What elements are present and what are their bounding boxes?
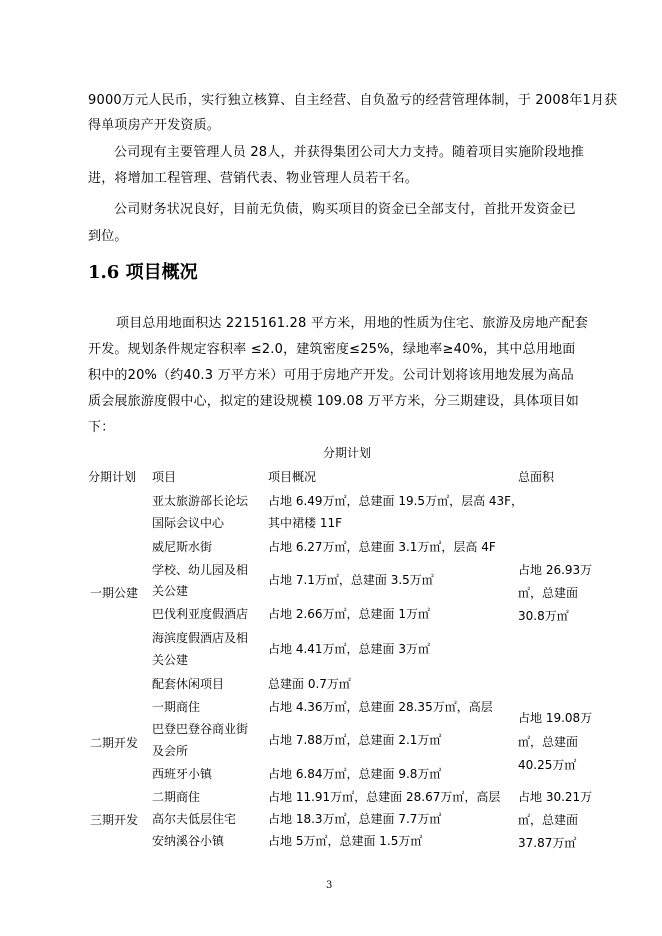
- table-header-cell: 分期计划: [88, 470, 137, 484]
- project-name: 巴伐利亚度假酒店: [152, 607, 249, 621]
- project-overview: 占地 5万㎡，总建面 1.5万㎡: [268, 834, 423, 848]
- paragraph-line: 进，将增加工程管理、营销代表、物业管理人员若干名。: [88, 171, 419, 186]
- project-overview: 占地 4.41万㎡，总建面 3万㎡: [268, 642, 430, 656]
- project-overview: 占地 6.27万㎡，总建面 3.1万㎡，层高 4F: [268, 540, 496, 554]
- paragraph-line: 到位。: [88, 229, 128, 244]
- total-area: 占地 30.21万: [518, 790, 593, 804]
- page-number: 3: [326, 880, 333, 891]
- project-overview: 总建面 0.7万㎡: [268, 677, 351, 691]
- project-name: 学校、幼儿园及相: [152, 563, 249, 577]
- table-header-cell: 项目概况: [268, 470, 317, 484]
- project-overview: 占地 6.49万㎡，总建面 19.5万㎡，层高 43F，: [268, 494, 524, 508]
- total-area: 占地 19.08万: [518, 711, 593, 725]
- project-overview: 占地 7.1万㎡，总建面 3.5万㎡: [268, 573, 434, 587]
- project-name: 安纳溪谷小镇: [152, 834, 225, 848]
- paragraph-line: 得单项房产开发资质。: [88, 118, 221, 133]
- paragraph-line: 积中的20%（约40.3 万平方米）可用于房地产开发。公司计划将该用地发展为高品: [88, 368, 574, 383]
- project-overview: 其中裙楼 11F: [268, 516, 342, 530]
- project-name: 配套休闲项目: [152, 677, 225, 691]
- project-name: 关公建: [152, 653, 189, 667]
- total-area: ㎡，总建面: [518, 813, 579, 827]
- total-area: ㎡，总建面: [518, 586, 579, 600]
- project-overview: 占地 18.3万㎡，总建面 7.7万㎡: [268, 812, 442, 826]
- phase-label: 三期开发: [90, 813, 139, 827]
- project-overview: 占地 11.91万㎡，总建面 28.67万㎡，高层: [268, 790, 501, 804]
- paragraph-line: 项目总用地面积达 2215161.28 平方米，用地的性质为住宅、旅游及房地产配套: [116, 316, 589, 331]
- phase-label: 一期公建: [90, 586, 139, 600]
- table-header-cell: 总面积: [518, 470, 555, 484]
- paragraph-line: 公司财务状况良好，目前无负债，购买项目的资金已全部支付，首批开发资金已: [114, 202, 577, 217]
- project-overview: 占地 7.88万㎡，总建面 2.1万㎡: [268, 733, 442, 747]
- project-name: 亚太旅游部长论坛: [152, 494, 249, 508]
- project-overview: 占地 4.36万㎡，总建面 28.35万㎡，高层: [268, 700, 493, 714]
- paragraph-line: 公司现有主要管理人员 28人，并获得集团公司大力支持。随着项目实施阶段地推: [114, 145, 585, 160]
- project-overview: 占地 2.66万㎡，总建面 1万㎡: [268, 607, 430, 621]
- total-area: 40.25万㎡: [518, 758, 577, 772]
- paragraph-line: 开发。规划条件规定容积率 ≤2.0，建筑密度≤25%，绿地率≥40%，其中总用地面: [88, 342, 576, 357]
- project-overview: 占地 6.84万㎡，总建面 9.8万㎡: [268, 767, 442, 781]
- project-name: 巴登巴登谷商业街: [152, 722, 249, 736]
- project-name: 二期商住: [152, 790, 201, 804]
- paragraph-line: 9000万元人民币，实行独立核算、自主经营、自负盈亏的经营管理体制，于 2008年1月获: [88, 93, 618, 108]
- project-name: 国际会议中心: [152, 516, 225, 530]
- total-area: ㎡，总建面: [518, 735, 579, 749]
- phase-label: 二期开发: [90, 736, 139, 750]
- project-name: 高尔夫低层住宅: [152, 812, 237, 826]
- project-name: 海滨度假酒店及相: [152, 631, 249, 645]
- project-name: 西班牙小镇: [152, 767, 213, 781]
- total-area: 37.87万㎡: [518, 836, 577, 850]
- project-name: 及会所: [152, 744, 189, 758]
- project-name: 威尼斯水街: [152, 540, 213, 554]
- table-caption: 分期计划: [323, 446, 372, 460]
- project-name: 一期商住: [152, 700, 201, 714]
- paragraph-line: 下：: [88, 420, 115, 435]
- project-name: 关公建: [152, 584, 189, 598]
- table-header-cell: 项目: [152, 470, 177, 484]
- section-heading: 1.6 项目概况: [88, 262, 198, 283]
- total-area: 占地 26.93万: [518, 563, 593, 577]
- paragraph-line: 质会展旅游度假中心，拟定的建设规模 109.08 万平方米，分三期建设，具体项目如: [88, 394, 579, 409]
- total-area: 30.8万㎡: [518, 609, 569, 623]
